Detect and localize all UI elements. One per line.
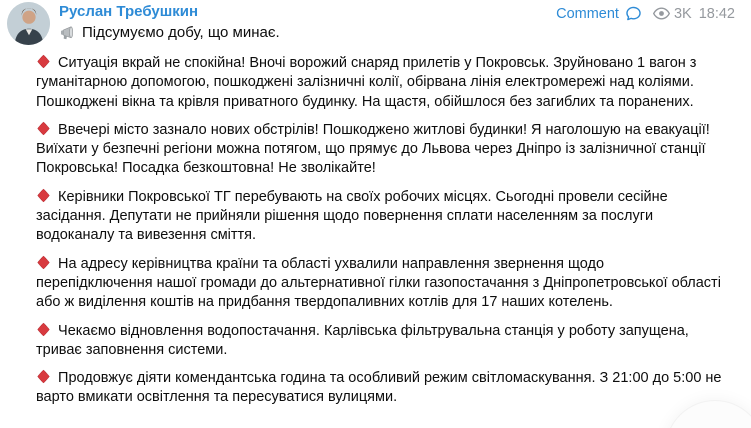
paragraph [36, 255, 723, 313]
author-avatar[interactable] [7, 2, 50, 45]
comment-label: Comment [556, 5, 619, 22]
message-body [0, 45, 751, 408]
person-photo-placeholder [7, 2, 50, 45]
red-diamond-emoji [36, 255, 51, 270]
red-diamond-emoji [36, 369, 51, 384]
paragraph-text: На адресу керівництва країни та області ухвалили направлення звернення щодо перепідключення нашої громади до альтернативної гілки газопостачання з Дніпропетровської області або ж виділення коштів на придбання твердопаливних котлів для 17 наших котелень. [36, 255, 721, 311]
post-meta [556, 2, 735, 22]
paragraph [36, 322, 723, 361]
red-diamond-emoji [36, 322, 51, 337]
eye-icon [653, 7, 670, 20]
author-name[interactable]: Руслан Требушкин [59, 3, 199, 20]
paragraph [36, 369, 723, 408]
paragraph-text: Продовжує діяти комендантська година та особливий режим світломаскування. З 21:00 до 5:00 не варто вмикати освітлення та пересуватися вулицями. [36, 370, 722, 406]
red-diamond-emoji [36, 188, 51, 203]
paragraph [36, 121, 723, 179]
red-diamond-emoji [36, 121, 51, 136]
loudspeaker-emoji [59, 25, 77, 41]
header-text [59, 2, 556, 42]
post-first-line-text: Підсумуємо добу, що минає. [82, 24, 280, 41]
paragraph [36, 188, 723, 246]
paragraph-text: Ситуація вкрай не спокійна! Вночі ворожий снаряд прилетів у Покровськ. Зруйновано 1 вагон з гуманітарною допомогою, пошкоджені залізничні колії, обірвана лінія електромережі над коліями. Пошкоджені вікна та крівля приватного будинку. На щастя, обійшлося без загиблих та поранених. [36, 55, 697, 110]
speech-bubble-icon [625, 5, 642, 22]
post-first-line [59, 23, 556, 42]
paragraph [36, 54, 723, 112]
comment-button[interactable] [556, 5, 642, 22]
views-group [653, 6, 692, 22]
paragraph-text: Чекаємо відновлення водопостачання. Карлівська фільтрувальна станція у роботу запущена, триває заповнення системи. [36, 322, 689, 358]
post-header [0, 0, 751, 45]
views-count: 3K [673, 5, 692, 22]
message-time: 18:42 [698, 5, 735, 22]
red-diamond-emoji [36, 54, 51, 69]
paragraph-text: Керівники Покровської ТГ перебувають на своїх робочих місцях. Сьогодні провели сесійне засідання. Депутати не прийняли рішення щодо повернення сплати населенням за послуги водоканалу та вивезення сміття. [36, 188, 668, 244]
paragraph-text: Ввечері місто зазнало нових обстрілів! Пошкоджено житлові будинки! Я наголошую на евакуації! Виїхати у безпечні регіони можна потягом, що прямує до Львова через Дніпро із залізничної станції Покровська! Посадка безкоштовна! Не зволікайте! [36, 121, 710, 177]
